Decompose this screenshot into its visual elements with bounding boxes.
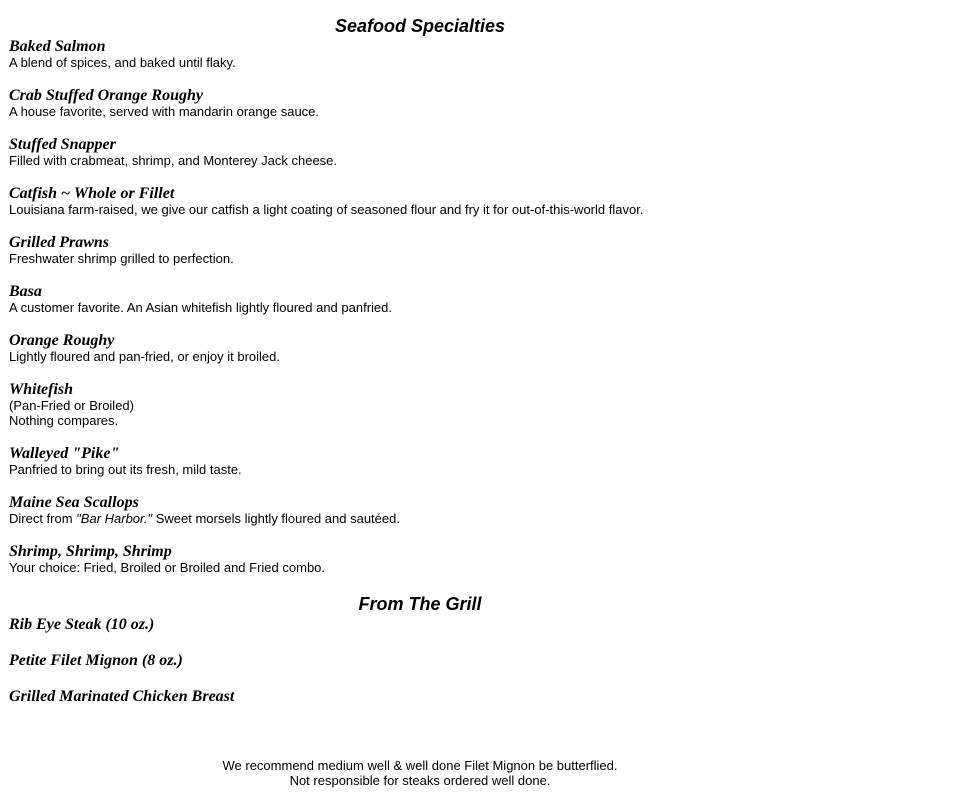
item-name: Walleyed "Pike"	[9, 445, 120, 462]
menu-document	[9, 14, 831, 724]
item-description: Your choice: Fried, Broiled or Broiled and Fried combo.	[9, 560, 326, 575]
item-description: A house favorite, served with mandarin orange sauce.	[9, 104, 320, 119]
seafood-list	[9, 38, 831, 575]
menu-item	[9, 445, 831, 477]
item-name: Orange Roughy	[9, 332, 115, 349]
footer-notice	[9, 758, 831, 788]
item-description	[9, 511, 831, 526]
item-description: A customer favorite. An Asian whitefish lightly floured and panfried.	[9, 300, 392, 315]
footer-line: We recommend medium well & well done Filet Mignon be butterflied.	[222, 758, 618, 773]
description-emphasis: "Bar Harbor."	[76, 511, 153, 526]
menu-item	[9, 283, 831, 315]
item-name: Shrimp, Shrimp, Shrimp	[9, 543, 172, 560]
item-name: Maine Sea Scallops	[9, 494, 139, 511]
item-description: Lightly floured and pan-fried, or enjoy it broiled.	[9, 349, 280, 364]
item-description: A blend of spices, and baked until flaky.	[9, 55, 236, 70]
item-name: Grilled Marinated Chicken Breast	[9, 688, 235, 705]
item-name: Basa	[9, 283, 42, 300]
menu-item	[9, 543, 831, 575]
item-preparation: (Pan-Fried or Broiled)	[9, 398, 134, 413]
menu-item	[9, 185, 831, 217]
section-title-seafood: Seafood Specialties	[334, 16, 506, 36]
footer-line: Not responsible for steaks ordered well done.	[289, 773, 551, 788]
item-description: Nothing compares.	[9, 413, 119, 428]
description-prefix: Direct from	[9, 511, 77, 526]
description-suffix: Sweet morsels lightly floured and sautéed.	[152, 511, 400, 526]
item-description: Freshwater shrimp grilled to perfection.	[9, 251, 234, 266]
menu-item	[9, 332, 831, 364]
item-description: Filled with crabmeat, shrimp, and Monterey Jack cheese.	[9, 153, 338, 168]
menu-item	[9, 688, 831, 705]
item-name: Whitefish	[9, 381, 74, 398]
item-name: Catfish ~ Whole or Fillet	[9, 185, 175, 202]
menu-item	[9, 616, 831, 633]
item-name: Crab Stuffed Orange Roughy	[9, 87, 203, 104]
menu-item	[9, 234, 831, 266]
item-name: Grilled Prawns	[9, 234, 110, 251]
menu-item	[9, 652, 831, 669]
menu-item	[9, 38, 831, 70]
menu-item	[9, 87, 831, 119]
item-name: Rib Eye Steak (10 oz.)	[9, 616, 155, 633]
menu-item	[9, 136, 831, 168]
menu-item	[9, 494, 831, 526]
grill-list	[9, 616, 831, 705]
item-name: Petite Filet Mignon (8 oz.)	[9, 652, 183, 669]
item-description: Panfried to bring out its fresh, mild taste.	[9, 462, 242, 477]
item-description: Louisiana farm-raised, we give our catfish a light coating of seasoned flour and fry it for out-of-this-world flavor.	[9, 202, 644, 217]
section-title-grill: From The Grill	[358, 594, 482, 614]
item-name: Stuffed Snapper	[9, 136, 116, 153]
item-name: Baked Salmon	[9, 38, 106, 55]
menu-item	[9, 381, 831, 428]
